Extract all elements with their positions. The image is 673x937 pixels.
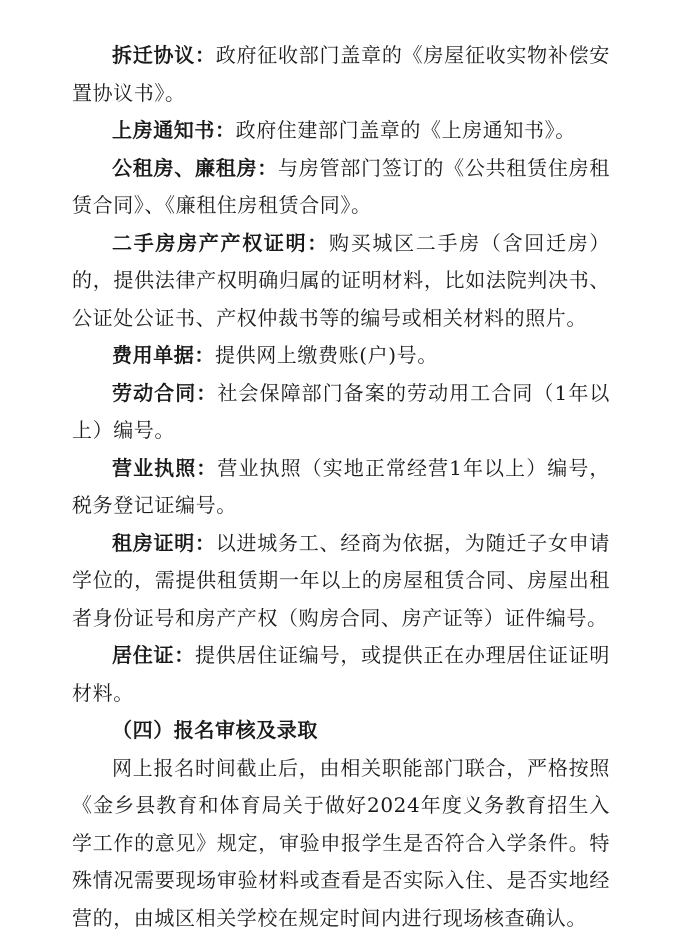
item-desc: 购买城区二手房（含回迁房）的，提供法律产权明确归属的证明材料，比如法院判决书、公证处公证书、产权仲裁书等的编号或相关材料的照片。 <box>72 230 610 330</box>
item-rental-proof <box>72 525 610 638</box>
item-term: 劳动合同： <box>112 380 218 405</box>
item-residence-permit <box>72 637 610 712</box>
item-term: 上房通知书： <box>112 118 236 142</box>
item-housing-notice <box>72 112 610 150</box>
item-secondhand-property <box>72 225 610 338</box>
item-desc: 政府住建部门盖章的《上房通知书》。 <box>235 118 576 142</box>
item-fee-receipt <box>72 337 610 375</box>
item-labor-contract <box>72 375 610 450</box>
item-term: 居住证： <box>112 643 196 667</box>
item-term: 费用单据： <box>112 343 215 367</box>
item-desc: 以进城务工、经商为依据，为随迁子女申请学位的，需提供租赁期一年以上的房屋租赁合同、房屋出租者身份证号和房产产权（购房合同、房产证等）证件编号。 <box>72 530 610 630</box>
document-page <box>72 37 610 937</box>
item-demolition-agreement <box>72 37 610 112</box>
item-desc: 社会保障部门备案的劳动用工合同（1年以上）编号。 <box>72 380 611 442</box>
section-body: 网上报名时间截止后，由相关职能部门联合，严格按照《金乡县教育和体育局关于做好2024年度义务教育招生入学工作的意见》规定，审验申报学生是否符合入学条件。特殊情况需要现场审验材料或查看是否实际入住、是否实地经营的，由城区相关学校在规定时间内进行现场核查确认。 <box>72 755 610 930</box>
item-desc: 提供居住证编号，或提供正在办理居住证证明材料。 <box>72 643 610 705</box>
item-desc: 营业执照（实地正常经营1年以上）编号，税务登记证编号。 <box>72 455 611 517</box>
item-term: 公租房、廉租房： <box>112 155 279 180</box>
item-desc: 与房管部门签订的《公共租赁住房租赁合同》、《廉租住房租赁合同》。 <box>72 155 610 217</box>
section-heading: （四）报名审核及录取 <box>112 718 318 742</box>
item-term: 二手房房产产权证明： <box>112 230 329 255</box>
item-business-license <box>72 450 610 525</box>
item-desc: 政府征收部门盖章的《房屋征收实物补偿安置协议书》。 <box>72 43 610 105</box>
item-term: 营业执照： <box>112 455 218 480</box>
item-term: 拆迁协议： <box>112 43 216 67</box>
item-term: 租房证明： <box>112 530 216 555</box>
item-public-rental <box>72 150 610 225</box>
item-desc: 提供网上缴费账(户)号。 <box>215 343 438 367</box>
